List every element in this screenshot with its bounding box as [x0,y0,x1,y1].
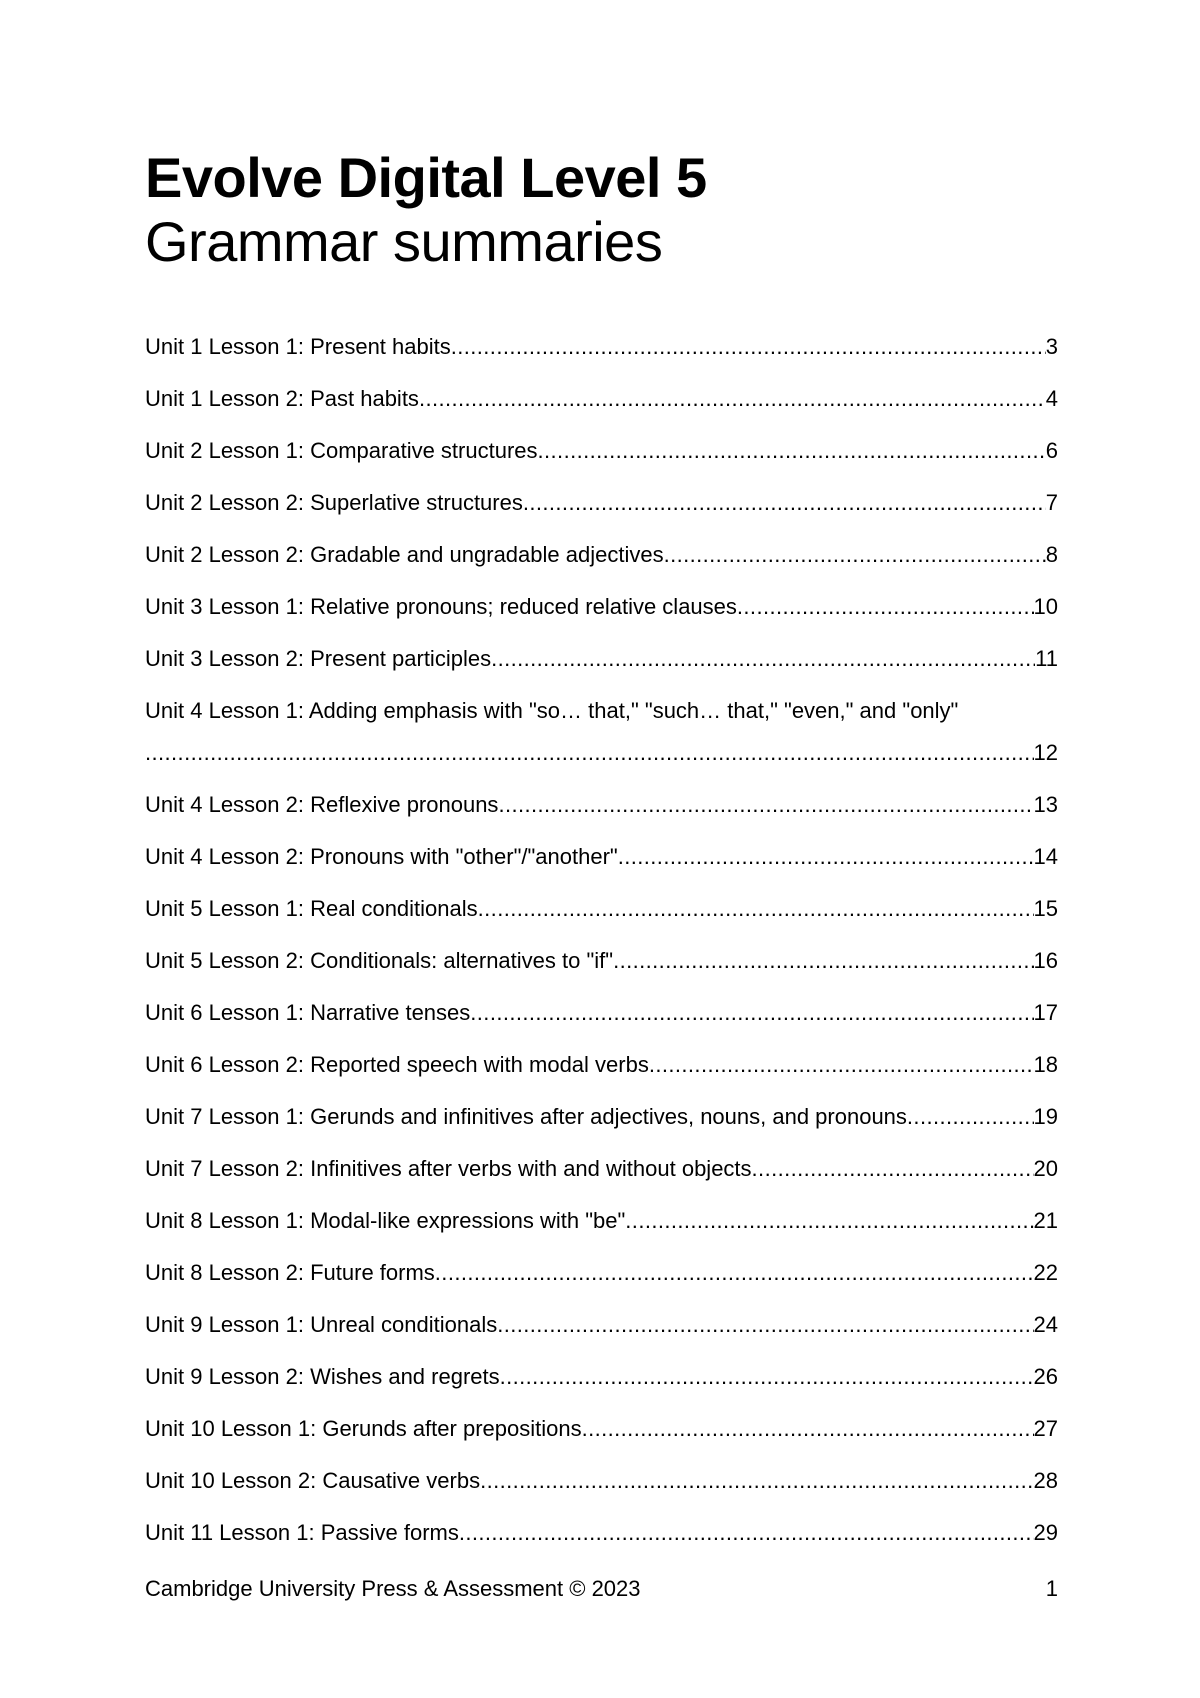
toc-entry-label[interactable]: Unit 8 Lesson 2: Future forms [145,1260,435,1285]
toc-page-number[interactable]: 6 [1045,438,1058,463]
toc-dot-leader [478,892,1034,926]
toc-page-number[interactable]: 27 [1033,1416,1058,1441]
toc-page-number[interactable]: 8 [1045,542,1058,567]
toc-page-number[interactable]: 15 [1033,896,1058,921]
toc-page-number[interactable]: 24 [1033,1312,1058,1337]
toc-dot-leader [907,1100,1034,1134]
toc-page-number[interactable]: 7 [1045,490,1058,515]
toc-dot-leader [459,1516,1034,1550]
toc-entry[interactable] [145,944,1058,996]
toc-entry[interactable] [145,840,1058,892]
toc-entry[interactable] [145,1412,1058,1464]
toc-entry-label[interactable]: Unit 7 Lesson 1: Gerunds and infinitives after adjectives, nouns, and pronouns [145,1104,907,1129]
toc-entry-label[interactable]: Unit 9 Lesson 2: Wishes and regrets [145,1364,500,1389]
toc-page-number[interactable]: 21 [1033,1208,1058,1233]
toc-dot-leader [523,486,1046,520]
toc-page-number[interactable]: 29 [1033,1520,1058,1545]
toc-dot-leader [491,642,1035,676]
toc-entry[interactable] [145,1100,1058,1152]
toc-entry-label[interactable]: Unit 11 Lesson 1: Passive forms [145,1520,459,1545]
toc-entry-label[interactable]: Unit 1 Lesson 1: Present habits [145,334,451,359]
toc-dot-leader [470,996,1033,1030]
toc-entry-label[interactable]: Unit 8 Lesson 1: Modal-like expressions with "be" [145,1208,626,1233]
toc-page-number[interactable]: 14 [1033,844,1058,869]
toc-entry-label[interactable]: Unit 6 Lesson 2: Reported speech with modal verbs [145,1052,649,1077]
toc-dot-leader [451,330,1046,364]
toc-page-number[interactable]: 17 [1033,1000,1058,1025]
toc-entry[interactable] [145,1256,1058,1308]
toc-entry-label[interactable]: Unit 2 Lesson 2: Gradable and ungradable adjectives [145,542,664,567]
toc-entry[interactable] [145,330,1058,382]
toc-page-number[interactable]: 13 [1033,792,1058,817]
toc-dot-leader [419,382,1046,416]
toc-dot-leader [618,840,1034,874]
toc-dot-leader [497,1308,1033,1342]
toc-entry[interactable] [145,590,1058,642]
toc-entry-label[interactable]: Unit 1 Lesson 2: Past habits [145,386,419,411]
toc-entry[interactable] [145,996,1058,1048]
toc-entry[interactable] [145,1516,1058,1568]
toc-dot-leader [435,1256,1034,1290]
toc-entry[interactable] [145,892,1058,944]
toc-entry-label[interactable]: Unit 2 Lesson 2: Superlative structures [145,490,523,515]
toc-dot-leader [145,736,1034,770]
toc-page-number[interactable]: 26 [1033,1364,1058,1389]
toc-page-number[interactable]: 12 [1033,740,1058,765]
toc-page-number[interactable]: 22 [1033,1260,1058,1285]
table-of-contents [145,330,1058,1568]
toc-entry[interactable] [145,1152,1058,1204]
toc-dot-leader [582,1412,1034,1446]
toc-entry-label[interactable]: Unit 3 Lesson 1: Relative pronouns; reduced relative clauses [145,594,737,619]
toc-page-number[interactable]: 10 [1033,594,1058,619]
toc-page-number[interactable]: 4 [1045,386,1058,411]
toc-entry-label[interactable]: Unit 7 Lesson 2: Infinitives after verbs with and without objects [145,1156,752,1181]
toc-page-number[interactable]: 16 [1033,948,1058,973]
toc-entry[interactable] [145,434,1058,486]
toc-entry[interactable] [145,486,1058,538]
toc-entry-label[interactable]: Unit 4 Lesson 2: Reflexive pronouns [145,792,499,817]
toc-page-number[interactable]: 28 [1033,1468,1058,1493]
toc-page-number[interactable]: 3 [1045,334,1058,359]
footer-copyright: Cambridge University Press & Assessment © 2023 [145,1576,641,1601]
document-subtitle: Grammar summaries [145,210,663,273]
toc-entry[interactable] [145,642,1058,694]
toc-dot-leader [498,788,1033,822]
toc-entry-label[interactable]: Unit 2 Lesson 1: Comparative structures [145,438,538,463]
toc-entry[interactable] [145,1048,1058,1100]
toc-dot-leader [625,1204,1033,1238]
toc-dot-leader [737,590,1034,624]
footer-page-number: 1 [1045,1576,1058,1601]
toc-entry[interactable] [145,1360,1058,1412]
document-title: Evolve Digital Level 5 [145,146,707,209]
toc-entry[interactable] [145,1308,1058,1360]
toc-page-number[interactable]: 20 [1033,1156,1058,1181]
toc-entry[interactable] [145,538,1058,590]
toc-entry[interactable] [145,1204,1058,1256]
toc-dot-leader [649,1048,1034,1082]
toc-entry-label[interactable]: Unit 5 Lesson 2: Conditionals: alternatives to "if" [145,948,614,973]
toc-entry-label[interactable]: Unit 6 Lesson 1: Narrative tenses [145,1000,471,1025]
toc-entry-label[interactable]: Unit 9 Lesson 1: Unreal conditionals [145,1312,498,1337]
toc-dot-leader [664,538,1046,572]
toc-entry-label[interactable]: Unit 4 Lesson 2: Pronouns with "other"/"another" [145,844,618,869]
toc-page-number[interactable]: 19 [1033,1104,1058,1129]
toc-entry[interactable] [145,382,1058,434]
toc-page-number[interactable]: 11 [1035,646,1058,671]
toc-entry-label[interactable]: Unit 4 Lesson 1: Adding emphasis with "so… that," "such… that," "even," and "only" [145,698,959,723]
toc-dot-leader [613,944,1033,978]
toc-entry-label[interactable]: Unit 10 Lesson 1: Gerunds after prepositions [145,1416,582,1441]
toc-dot-leader [480,1464,1033,1498]
toc-entry[interactable] [145,694,1058,788]
toc-dot-leader [752,1152,1034,1186]
toc-entry-label[interactable]: Unit 3 Lesson 2: Present participles [145,646,492,671]
toc-entry[interactable] [145,1464,1058,1516]
toc-entry-label[interactable]: Unit 10 Lesson 2: Causative verbs [145,1468,481,1493]
toc-entry[interactable] [145,788,1058,840]
toc-page-number[interactable]: 18 [1033,1052,1058,1077]
toc-dot-leader [500,1360,1034,1394]
toc-dot-leader [538,434,1046,468]
toc-entry-label[interactable]: Unit 5 Lesson 1: Real conditionals [145,896,478,921]
